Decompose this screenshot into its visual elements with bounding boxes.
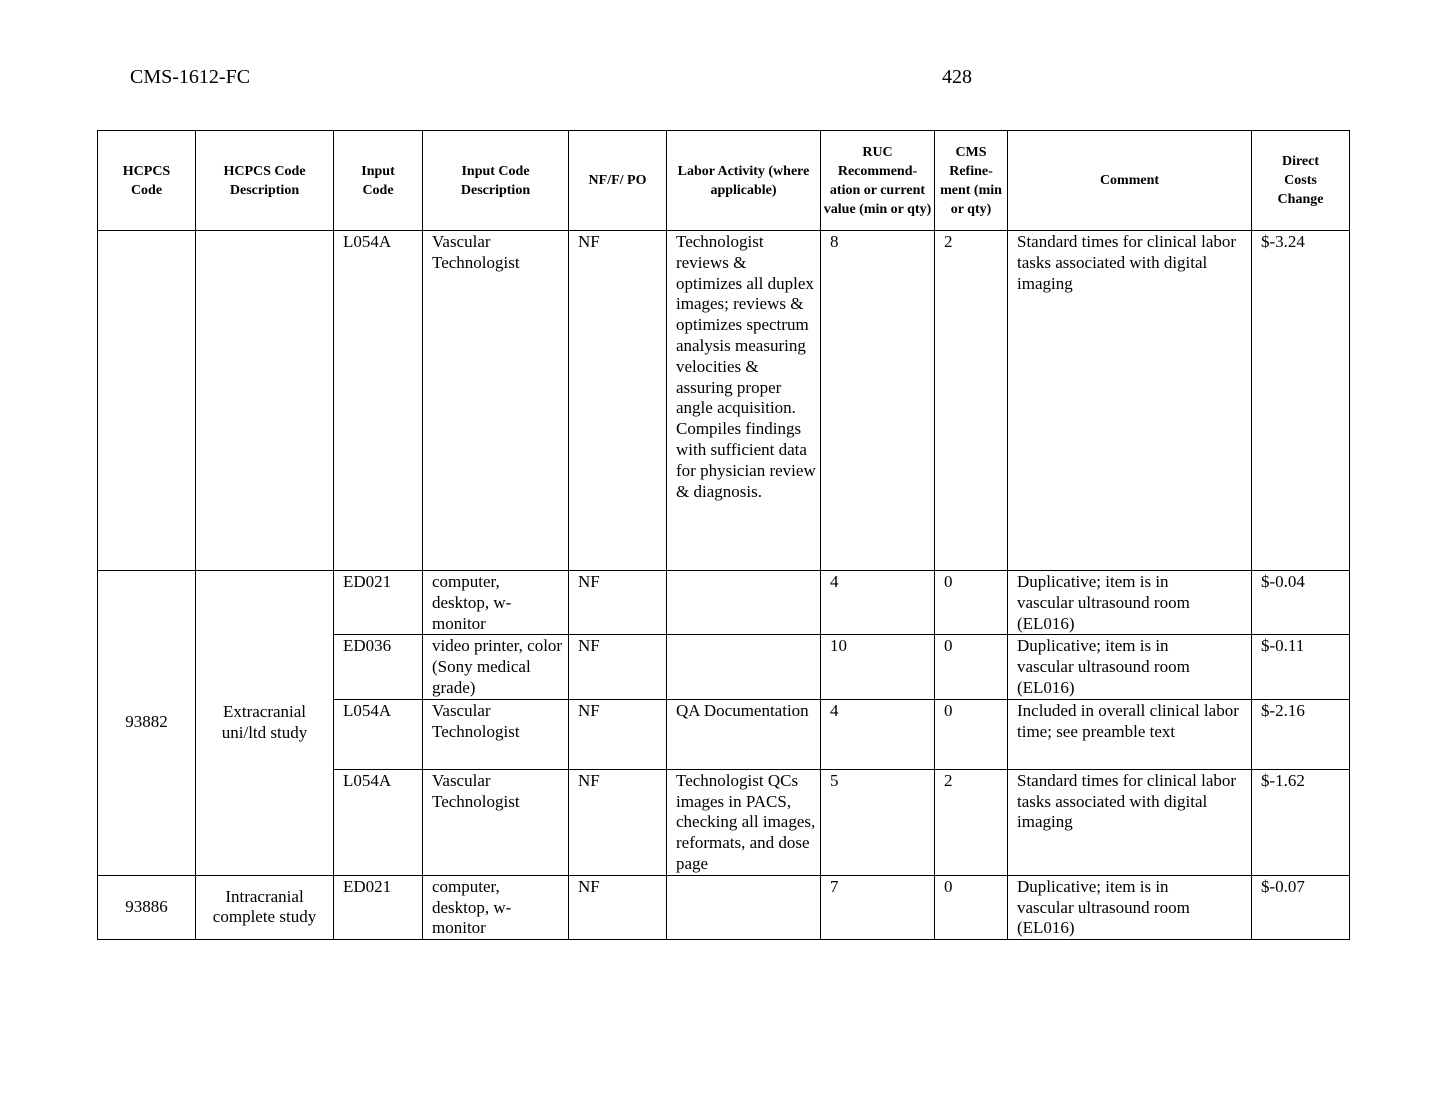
table-row: [98, 231, 1350, 571]
comment-cell: Standard times for clinical labor tasks associated with digital imaging: [1008, 769, 1252, 875]
ruc-value-cell: 4: [821, 571, 935, 635]
direct-costs-table: [97, 130, 1350, 940]
col-header-input-code: Input Code: [334, 131, 423, 231]
page-number: 428: [942, 66, 972, 88]
input-desc-cell: Vascular Technologist: [423, 231, 569, 571]
direct-costs-change-cell: $-3.24: [1252, 231, 1350, 571]
ruc-value-cell: 7: [821, 875, 935, 939]
col-header-hcpcs-code: HCPCS Code: [98, 131, 196, 231]
input-code-cell: ED021: [334, 875, 423, 939]
hcpcs-desc-cell: [196, 231, 334, 571]
labor-activity-cell: [667, 635, 821, 699]
cms-refinement-cell: 2: [935, 769, 1008, 875]
col-header-ruc: RUC Recommend-ation or current value (min or qty): [821, 131, 935, 231]
input-desc-cell: Vascular Technologist: [423, 769, 569, 875]
input-code-cell: ED036: [334, 635, 423, 699]
direct-costs-change-cell: $-0.11: [1252, 635, 1350, 699]
input-desc-cell: computer, desktop, w-monitor: [423, 571, 569, 635]
nf-cell: NF: [569, 875, 667, 939]
comment-cell: Duplicative; item is in vascular ultrasound room (EL016): [1008, 635, 1252, 699]
cms-refinement-cell: 0: [935, 571, 1008, 635]
cms-refinement-cell: 2: [935, 231, 1008, 571]
comment-cell: Included in overall clinical labor time; see preamble text: [1008, 699, 1252, 769]
table-row: [98, 875, 1350, 939]
cms-refinement-cell: 0: [935, 875, 1008, 939]
hcpcs-desc-cell: Extracranial uni/ltd study: [196, 571, 334, 876]
input-desc-cell: computer, desktop, w-monitor: [423, 875, 569, 939]
col-header-hcpcs-desc: HCPCS Code Description: [196, 131, 334, 231]
nf-cell: NF: [569, 635, 667, 699]
nf-cell: NF: [569, 699, 667, 769]
ruc-value-cell: 8: [821, 231, 935, 571]
comment-cell: Duplicative; item is in vascular ultrasound room (EL016): [1008, 571, 1252, 635]
col-header-comment: Comment: [1008, 131, 1252, 231]
input-desc-cell: video printer, color (Sony medical grade): [423, 635, 569, 699]
hcpcs-desc-cell: Intracranial complete study: [196, 875, 334, 939]
direct-costs-change-cell: $-1.62: [1252, 769, 1350, 875]
direct-costs-change-cell: $-0.07: [1252, 875, 1350, 939]
nf-cell: NF: [569, 769, 667, 875]
labor-activity-cell: Technologist QCs images in PACS, checking all images, reformats, and dose page: [667, 769, 821, 875]
col-header-input-desc: Input Code Description: [423, 131, 569, 231]
col-header-direct-costs-change: Direct Costs Change: [1252, 131, 1350, 231]
input-code-cell: L054A: [334, 699, 423, 769]
hcpcs-code-cell: 93886: [98, 875, 196, 939]
col-header-labor-activity: Labor Activity (where applicable): [667, 131, 821, 231]
cms-refinement-cell: 0: [935, 699, 1008, 769]
col-header-cms-refinement: CMS Refine-ment (min or qty): [935, 131, 1008, 231]
ruc-value-cell: 5: [821, 769, 935, 875]
ruc-value-cell: 4: [821, 699, 935, 769]
document-id: CMS-1612-FC: [130, 66, 251, 88]
input-desc-cell: Vascular Technologist: [423, 699, 569, 769]
hcpcs-code-cell: [98, 231, 196, 571]
input-code-cell: L054A: [334, 769, 423, 875]
comment-cell: Standard times for clinical labor tasks associated with digital imaging: [1008, 231, 1252, 571]
direct-costs-change-cell: $-2.16: [1252, 699, 1350, 769]
table-row: [98, 571, 1350, 635]
col-header-nf-f-po: NF/F/ PO: [569, 131, 667, 231]
labor-activity-cell: Technologist reviews & optimizes all duplex images; reviews & optimizes spectrum analysis measuring velocities & assuring proper angle acquisition. Compiles findings with sufficient data for physician review & diagnosis.: [667, 231, 821, 571]
nf-cell: NF: [569, 571, 667, 635]
table-header-row: [98, 131, 1350, 231]
nf-cell: NF: [569, 231, 667, 571]
hcpcs-code-cell: 93882: [98, 571, 196, 876]
labor-activity-cell: QA Documentation: [667, 699, 821, 769]
comment-cell: Duplicative; item is in vascular ultrasound room (EL016): [1008, 875, 1252, 939]
labor-activity-cell: [667, 875, 821, 939]
cms-refinement-cell: 0: [935, 635, 1008, 699]
input-code-cell: L054A: [334, 231, 423, 571]
direct-costs-change-cell: $-0.04: [1252, 571, 1350, 635]
labor-activity-cell: [667, 571, 821, 635]
ruc-value-cell: 10: [821, 635, 935, 699]
input-code-cell: ED021: [334, 571, 423, 635]
